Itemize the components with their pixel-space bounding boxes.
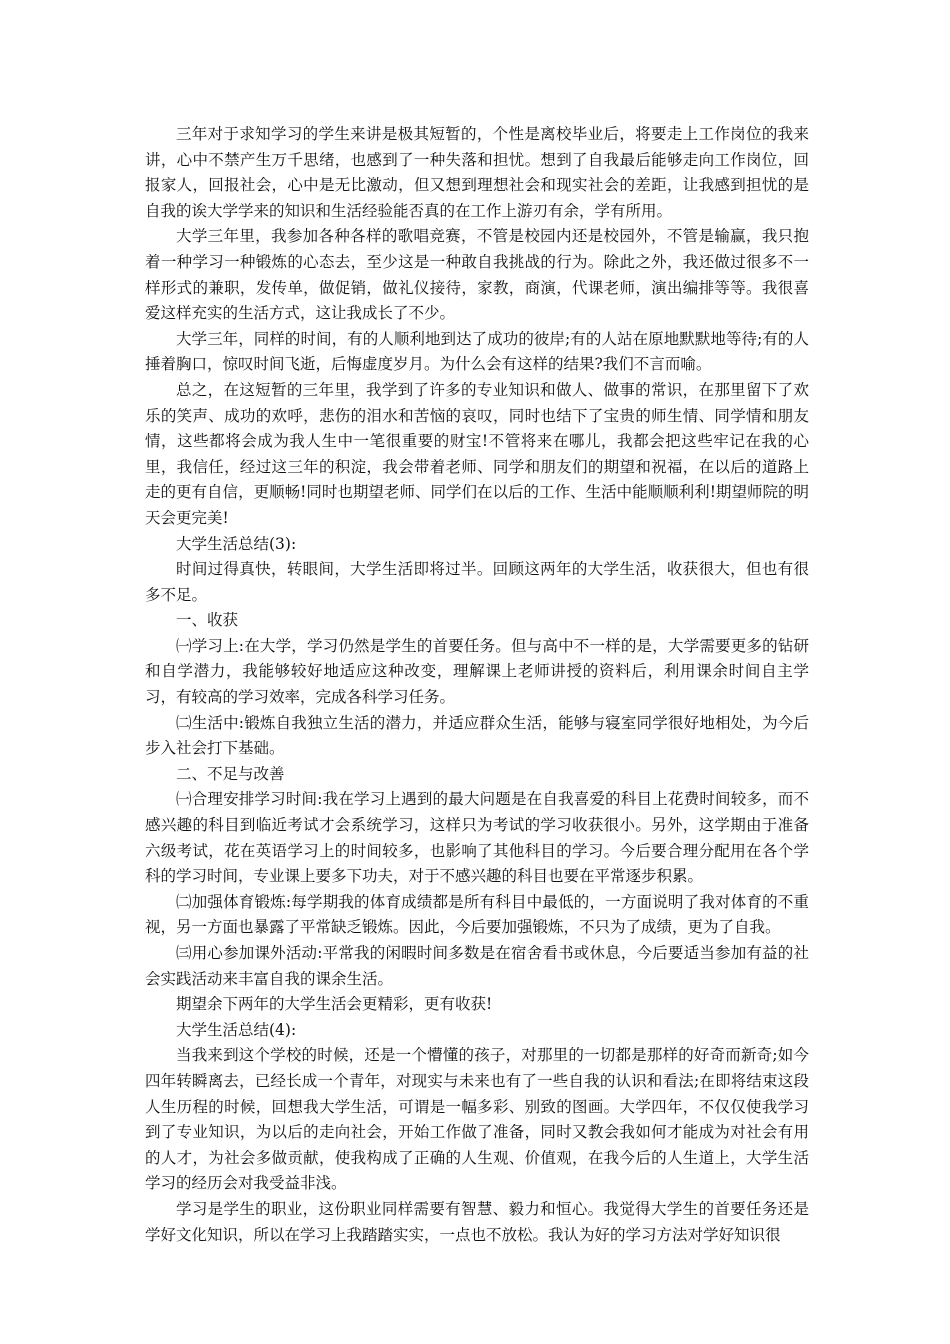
paragraph: ㈡生活中:锻炼自我独立生活的潜力，并适应群众生活，能够与寝室同学很好地相处，为今后步入社会打下基础。 (145, 713, 809, 758)
paragraph: 大学三年里，我参加各种各样的歌唱竞赛，不管是校园内还是校园外，不管是输赢，我只抱着一种学习一种锻炼的心态去，至少这是一种敢自我挑战的行为。除此之外，我还做过很多不一样形式的兼职，发传单，做促销，做礼仪接待，家教，商演，代课老师，演出编排等等。我很喜爱这样充实的生活方式，这让我成长了不少。 (145, 227, 809, 323)
section-heading: 大学生活总结(4): (176, 1020, 297, 1039)
paragraph: 期望余下两年的大学生活会更精彩，更有收获! (176, 995, 493, 1014)
paragraph: ㈡加强体育锻炼:每学期我的体育成绩都是所有科目中最低的，一方面说明了我对体育的不重视，另一方面也暴露了平常缺乏锻炼。因此，今后要加强锻炼，不只为了成绩，更为了自我。 (145, 892, 809, 937)
paragraph: ㈢用心参加课外活动:平常我的闲暇时间多数是在宿舍看书或休息，今后要适当参加有益的社会实践活动来丰富自我的课余生活。 (145, 944, 809, 988)
paragraph: 三年对于求知学习的学生来讲是极其短暂的，个性是离校毕业后，将要走上工作岗位的我来讲，心中不禁产生万千思绪，也感到了一种失落和担忧。想到了自我最后能够走向工作岗位，回报家人，回报社会，心中是无比激动，但又想到理想社会和现实社会的差距，让我感到担忧的是自我的诶大学学来的知识和生活经验能否真的在工作上游刃有余，学有所用。 (145, 125, 809, 220)
section-heading: 二、不足与改善 (176, 764, 285, 783)
document-body (145, 122, 809, 1248)
paragraph: 时间过得真快，转眼间，大学生活即将过半。回顾这两年的大学生活，收获很大，但也有很多不足。 (145, 560, 809, 604)
paragraph: 当我来到这个学校的时候，还是一个懵懂的孩子，对那里的一切都是那样的好奇而新奇;如今四年转瞬离去，已经长成一个青年，对现实与未来也有了一些自我的认识和看法;在即将结束这段人生历程的时候，回想我大学生活，可谓是一幅多彩、别致的图画。大学四年，不仅仅使我学习到了专业知识，为以后的走向社会，开始工作做了准备，同时又教会我如何才能成为对社会有用的人才，为社会多做贡献，使我构成了正确的人生观、价值观，在我今后的人生道上，大学生活学习的经历会对我受益非浅。 (145, 1046, 809, 1193)
paragraph: ㈠合理安排学习时间:我在学习上遇到的最大问题是在自我喜爱的科目上花费时间较多，而不感兴趣的科目到临近考试才会系统学习，这样只为考试的学习收获很小。另外，这学期由于准备六级考试，花在英语学习上的时间较多，也影响了其他科目的学习。今后要合理分配用在各个学科的学习时间，专业课上要多下功夫，对于不感兴趣的科目也要在平常逐步积累。 (145, 790, 809, 886)
paragraph: 大学三年，同样的时间，有的人顺利地到达了成功的彼岸;有的人站在原地默默地等待;有的人捶着胸口，惊叹时间飞逝，后悔虚度岁月。为什么会有这样的结果?我们不言而喻。 (145, 329, 809, 374)
paragraph: 总之，在这短暂的三年里，我学到了许多的专业知识和做人、做事的常识，在那里留下了欢乐的笑声、成功的欢呼，悲伤的泪水和苦恼的哀叹，同时也结下了宝贵的师生情、同学情和朋友情，这些都将会成为我人生中一笔很重要的财宝!不管将来在哪儿，我都会把这些牢记在我的心里，我信任，经过这三年的积淀，我会带着老师、同学和朋友们的期望和祝福，在以后的道路上走的更有自信，更顺畅!同时也期望老师、同学们在以后的工作、生活中能顺顺利利!期望师院的明天会更完美! (145, 380, 809, 527)
paragraph: 学习是学生的职业，这份职业同样需要有智慧、毅力和恒心。我觉得大学生的首要任务还是学好文化知识，所以在学习上我踏踏实实，一点也不放松。我认为好的学习方法对学好知识很 (145, 1199, 809, 1244)
section-heading: 一、收获 (176, 611, 239, 630)
paragraph: ㈠学习上:在大学，学习仍然是学生的首要任务。但与高中不一样的是，大学需要更多的钻研和自学潜力，我能够较好地适应这种改变，理解课上老师讲授的资料后，利用课余时间自主学习，有较高的学习效率，完成各科学习任务。 (145, 636, 809, 707)
section-heading: 大学生活总结(3): (176, 534, 297, 553)
